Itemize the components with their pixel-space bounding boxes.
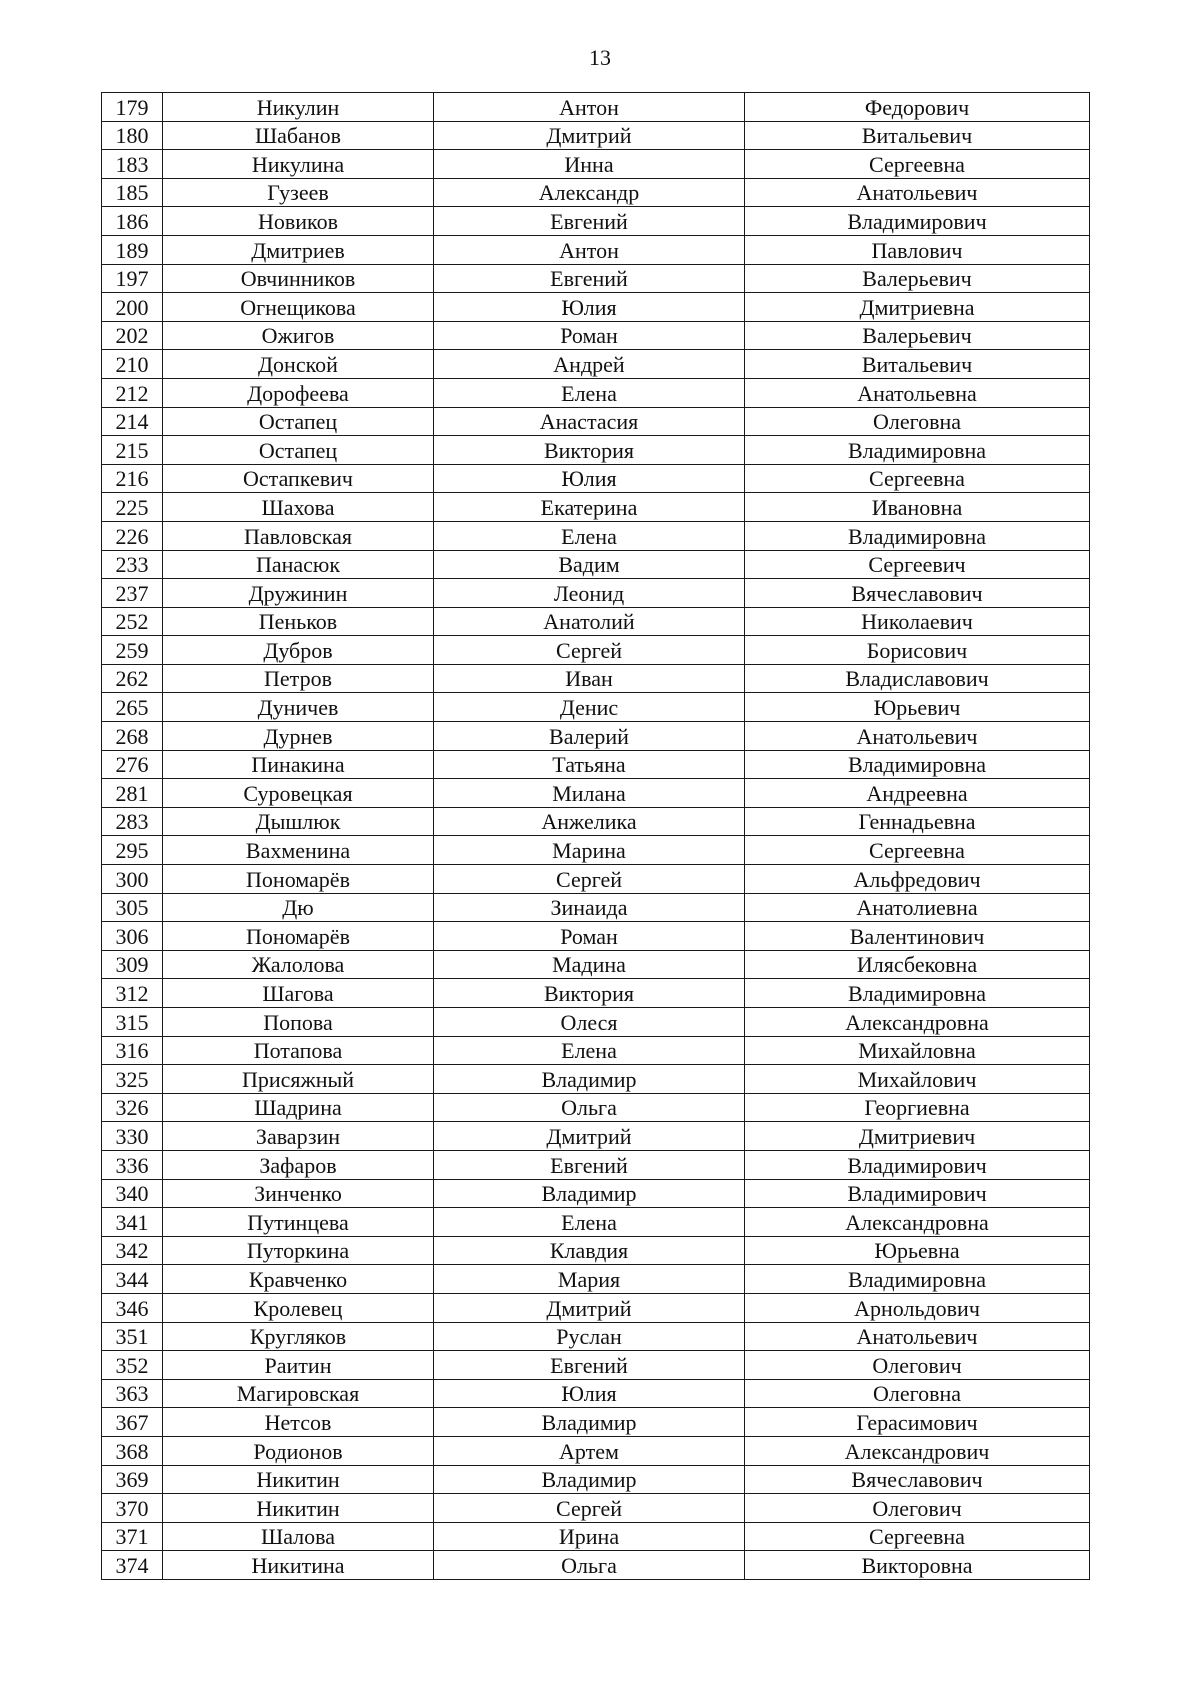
patronymic-cell: Валерьевич [745,264,1090,293]
first-name-cell: Сергей [434,865,745,894]
first-name-cell: Виктория [434,436,745,465]
row-number-cell: 336 [102,1150,163,1179]
table-row [102,1179,1090,1208]
row-number-cell: 252 [102,607,163,636]
patronymic-cell: Владимирович [745,1150,1090,1179]
table-row [102,1551,1090,1580]
row-number-cell: 352 [102,1351,163,1380]
first-name-cell: Анастасия [434,407,745,436]
patronymic-cell: Альфредович [745,865,1090,894]
first-name-cell: Дмитрий [434,1122,745,1151]
table-row [102,521,1090,550]
row-number-cell: 344 [102,1265,163,1294]
row-number-cell: 185 [102,178,163,207]
patronymic-cell: Сергеевич [745,550,1090,579]
row-number-cell: 215 [102,436,163,465]
last-name-cell: Дружинин [163,579,434,608]
patronymic-cell: Герасимович [745,1408,1090,1437]
patronymic-cell: Юрьевна [745,1236,1090,1265]
table-row [102,178,1090,207]
patronymic-cell: Илясбековна [745,950,1090,979]
row-number-cell: 225 [102,493,163,522]
patronymic-cell: Анатольевич [745,1322,1090,1351]
row-number-cell: 179 [102,93,163,122]
patronymic-cell: Андреевна [745,779,1090,808]
first-name-cell: Владимир [434,1465,745,1494]
table-row [102,1465,1090,1494]
first-name-cell: Антон [434,93,745,122]
first-name-cell: Иван [434,664,745,693]
patronymic-cell: Александрович [745,1436,1090,1465]
first-name-cell: Ольга [434,1093,745,1122]
patronymic-cell: Анатольевна [745,378,1090,407]
first-name-cell: Клавдия [434,1236,745,1265]
last-name-cell: Дышлюк [163,807,434,836]
patronymic-cell: Борисович [745,636,1090,665]
last-name-cell: Дурнев [163,722,434,751]
row-number-cell: 197 [102,264,163,293]
table-row [102,321,1090,350]
first-name-cell: Мадина [434,950,745,979]
row-number-cell: 306 [102,922,163,951]
first-name-cell: Елена [434,378,745,407]
first-name-cell: Сергей [434,1494,745,1523]
last-name-cell: Кролевец [163,1293,434,1322]
first-name-cell: Мария [434,1265,745,1294]
patronymic-cell: Сергеевна [745,464,1090,493]
last-name-cell: Дубров [163,636,434,665]
last-name-cell: Огнещикова [163,293,434,322]
table-row [102,1065,1090,1094]
patronymic-cell: Ивановна [745,493,1090,522]
last-name-cell: Зинченко [163,1179,434,1208]
patronymic-cell: Викторовна [745,1551,1090,1580]
table-row [102,807,1090,836]
patronymic-cell: Витальевич [745,350,1090,379]
row-number-cell: 367 [102,1408,163,1437]
table-row [102,436,1090,465]
last-name-cell: Зафаров [163,1150,434,1179]
row-number-cell: 189 [102,235,163,264]
patronymic-cell: Владимировна [745,979,1090,1008]
row-number-cell: 180 [102,121,163,150]
first-name-cell: Инна [434,150,745,179]
first-name-cell: Евгений [434,1150,745,1179]
row-number-cell: 351 [102,1322,163,1351]
last-name-cell: Кругляков [163,1322,434,1351]
first-name-cell: Марина [434,836,745,865]
table-row [102,836,1090,865]
last-name-cell: Дуничев [163,693,434,722]
row-number-cell: 214 [102,407,163,436]
row-number-cell: 346 [102,1293,163,1322]
table-row [102,1379,1090,1408]
last-name-cell: Овчинников [163,264,434,293]
table-row [102,1265,1090,1294]
first-name-cell: Елена [434,521,745,550]
patronymic-cell: Олегович [745,1494,1090,1523]
table-row [102,93,1090,122]
patronymic-cell: Арнольдович [745,1293,1090,1322]
patronymic-cell: Геннадьевна [745,807,1090,836]
roster-table-body [102,93,1090,1580]
row-number-cell: 200 [102,293,163,322]
table-row [102,1408,1090,1437]
row-number-cell: 368 [102,1436,163,1465]
row-number-cell: 276 [102,750,163,779]
roster-table [101,92,1090,1580]
table-row [102,1036,1090,1065]
last-name-cell: Новиков [163,207,434,236]
table-row [102,1436,1090,1465]
first-name-cell: Юлия [434,464,745,493]
table-row [102,407,1090,436]
last-name-cell: Родионов [163,1436,434,1465]
last-name-cell: Заварзин [163,1122,434,1151]
row-number-cell: 210 [102,350,163,379]
patronymic-cell: Вячеславович [745,579,1090,608]
first-name-cell: Милана [434,779,745,808]
patronymic-cell: Вячеславович [745,1465,1090,1494]
last-name-cell: Путоркина [163,1236,434,1265]
patronymic-cell: Витальевич [745,121,1090,150]
table-row [102,1236,1090,1265]
first-name-cell: Евгений [434,1351,745,1380]
last-name-cell: Павловская [163,521,434,550]
patronymic-cell: Анатольевич [745,722,1090,751]
first-name-cell: Артем [434,1436,745,1465]
row-number-cell: 281 [102,779,163,808]
last-name-cell: Дорофеева [163,378,434,407]
last-name-cell: Пономарёв [163,922,434,951]
row-number-cell: 233 [102,550,163,579]
row-number-cell: 268 [102,722,163,751]
last-name-cell: Раитин [163,1351,434,1380]
patronymic-cell: Олеговна [745,407,1090,436]
table-row [102,235,1090,264]
first-name-cell: Анатолий [434,607,745,636]
last-name-cell: Гузеев [163,178,434,207]
row-number-cell: 300 [102,865,163,894]
row-number-cell: 370 [102,1494,163,1523]
table-row [102,1008,1090,1037]
table-row [102,1494,1090,1523]
table-row [102,1322,1090,1351]
page-number: 13 [589,45,611,70]
last-name-cell: Никулина [163,150,434,179]
patronymic-cell: Владимировна [745,436,1090,465]
row-number-cell: 226 [102,521,163,550]
first-name-cell: Юлия [434,293,745,322]
first-name-cell: Олеся [434,1008,745,1037]
row-number-cell: 309 [102,950,163,979]
row-number-cell: 369 [102,1465,163,1494]
first-name-cell: Владимир [434,1179,745,1208]
last-name-cell: Пономарёв [163,865,434,894]
first-name-cell: Александр [434,178,745,207]
first-name-cell: Денис [434,693,745,722]
first-name-cell: Елена [434,1036,745,1065]
last-name-cell: Путинцева [163,1208,434,1237]
last-name-cell: Никитин [163,1465,434,1494]
table-row [102,865,1090,894]
first-name-cell: Евгений [434,264,745,293]
table-row [102,264,1090,293]
patronymic-cell: Павлович [745,235,1090,264]
table-row [102,550,1090,579]
row-number-cell: 212 [102,378,163,407]
last-name-cell: Остапкевич [163,464,434,493]
table-row [102,779,1090,808]
patronymic-cell: Дмитриевна [745,293,1090,322]
last-name-cell: Панасюк [163,550,434,579]
row-number-cell: 259 [102,636,163,665]
table-row [102,1150,1090,1179]
first-name-cell: Анжелика [434,807,745,836]
last-name-cell: Вахменина [163,836,434,865]
table-row [102,1122,1090,1151]
first-name-cell: Ирина [434,1522,745,1551]
last-name-cell: Шагова [163,979,434,1008]
first-name-cell: Ольга [434,1551,745,1580]
row-number-cell: 183 [102,150,163,179]
row-number-cell: 265 [102,693,163,722]
row-number-cell: 295 [102,836,163,865]
first-name-cell: Антон [434,235,745,264]
patronymic-cell: Михайлович [745,1065,1090,1094]
patronymic-cell: Сергеевна [745,150,1090,179]
last-name-cell: Пеньков [163,607,434,636]
table-row [102,607,1090,636]
last-name-cell: Остапец [163,407,434,436]
patronymic-cell: Владимирович [745,207,1090,236]
row-number-cell: 330 [102,1122,163,1151]
patronymic-cell: Олегович [745,1351,1090,1380]
last-name-cell: Никитина [163,1551,434,1580]
table-row [102,950,1090,979]
row-number-cell: 316 [102,1036,163,1065]
table-row [102,464,1090,493]
patronymic-cell: Михайловна [745,1036,1090,1065]
last-name-cell: Ожигов [163,321,434,350]
first-name-cell: Вадим [434,550,745,579]
row-number-cell: 202 [102,321,163,350]
row-number-cell: 216 [102,464,163,493]
patronymic-cell: Юрьевич [745,693,1090,722]
last-name-cell: Шабанов [163,121,434,150]
first-name-cell: Леонид [434,579,745,608]
table-row [102,1093,1090,1122]
row-number-cell: 262 [102,664,163,693]
row-number-cell: 283 [102,807,163,836]
table-row [102,207,1090,236]
first-name-cell: Владимир [434,1065,745,1094]
last-name-cell: Магировская [163,1379,434,1408]
last-name-cell: Петров [163,664,434,693]
table-row [102,1522,1090,1551]
first-name-cell: Роман [434,321,745,350]
row-number-cell: 374 [102,1551,163,1580]
row-number-cell: 186 [102,207,163,236]
last-name-cell: Потапова [163,1036,434,1065]
patronymic-cell: Дмитриевич [745,1122,1090,1151]
patronymic-cell: Владимировна [745,1265,1090,1294]
first-name-cell: Дмитрий [434,1293,745,1322]
first-name-cell: Владимир [434,1408,745,1437]
table-row [102,293,1090,322]
patronymic-cell: Владимировна [745,750,1090,779]
table-row [102,750,1090,779]
last-name-cell: Шахова [163,493,434,522]
row-number-cell: 341 [102,1208,163,1237]
table-row [102,979,1090,1008]
last-name-cell: Донской [163,350,434,379]
patronymic-cell: Олеговна [745,1379,1090,1408]
row-number-cell: 315 [102,1008,163,1037]
table-row [102,378,1090,407]
table-row [102,1351,1090,1380]
patronymic-cell: Владимировна [745,521,1090,550]
first-name-cell: Дмитрий [434,121,745,150]
last-name-cell: Жалолова [163,950,434,979]
table-row [102,150,1090,179]
patronymic-cell: Анатолиевна [745,893,1090,922]
first-name-cell: Андрей [434,350,745,379]
row-number-cell: 325 [102,1065,163,1094]
row-number-cell: 326 [102,1093,163,1122]
table-row [102,693,1090,722]
patronymic-cell: Георгиевна [745,1093,1090,1122]
first-name-cell: Елена [434,1208,745,1237]
patronymic-cell: Федорович [745,93,1090,122]
patronymic-cell: Сергеевна [745,1522,1090,1551]
patronymic-cell: Владимирович [745,1179,1090,1208]
table-row [102,350,1090,379]
patronymic-cell: Валентинович [745,922,1090,951]
last-name-cell: Никулин [163,93,434,122]
patronymic-cell: Владиславович [745,664,1090,693]
last-name-cell: Попова [163,1008,434,1037]
patronymic-cell: Николаевич [745,607,1090,636]
last-name-cell: Нетсов [163,1408,434,1437]
table-row [102,664,1090,693]
patronymic-cell: Валерьевич [745,321,1090,350]
last-name-cell: Суровецкая [163,779,434,808]
table-row [102,1293,1090,1322]
first-name-cell: Руслан [434,1322,745,1351]
last-name-cell: Остапец [163,436,434,465]
last-name-cell: Присяжный [163,1065,434,1094]
first-name-cell: Евгений [434,207,745,236]
first-name-cell: Валерий [434,722,745,751]
first-name-cell: Екатерина [434,493,745,522]
last-name-cell: Дмитриев [163,235,434,264]
row-number-cell: 312 [102,979,163,1008]
patronymic-cell: Александровна [745,1008,1090,1037]
table-row [102,636,1090,665]
patronymic-cell: Анатольевич [745,178,1090,207]
first-name-cell: Зинаида [434,893,745,922]
row-number-cell: 237 [102,579,163,608]
table-row [102,922,1090,951]
table-row [102,493,1090,522]
patronymic-cell: Сергеевна [745,836,1090,865]
last-name-cell: Никитин [163,1494,434,1523]
first-name-cell: Юлия [434,1379,745,1408]
first-name-cell: Сергей [434,636,745,665]
row-number-cell: 371 [102,1522,163,1551]
patronymic-cell: Александровна [745,1208,1090,1237]
last-name-cell: Дю [163,893,434,922]
table-row [102,579,1090,608]
table-row [102,893,1090,922]
first-name-cell: Татьяна [434,750,745,779]
row-number-cell: 340 [102,1179,163,1208]
last-name-cell: Шалова [163,1522,434,1551]
table-row [102,722,1090,751]
first-name-cell: Роман [434,922,745,951]
last-name-cell: Кравченко [163,1265,434,1294]
row-number-cell: 363 [102,1379,163,1408]
row-number-cell: 342 [102,1236,163,1265]
last-name-cell: Пинакина [163,750,434,779]
first-name-cell: Виктория [434,979,745,1008]
row-number-cell: 305 [102,893,163,922]
table-row [102,1208,1090,1237]
last-name-cell: Шадрина [163,1093,434,1122]
table-row [102,121,1090,150]
